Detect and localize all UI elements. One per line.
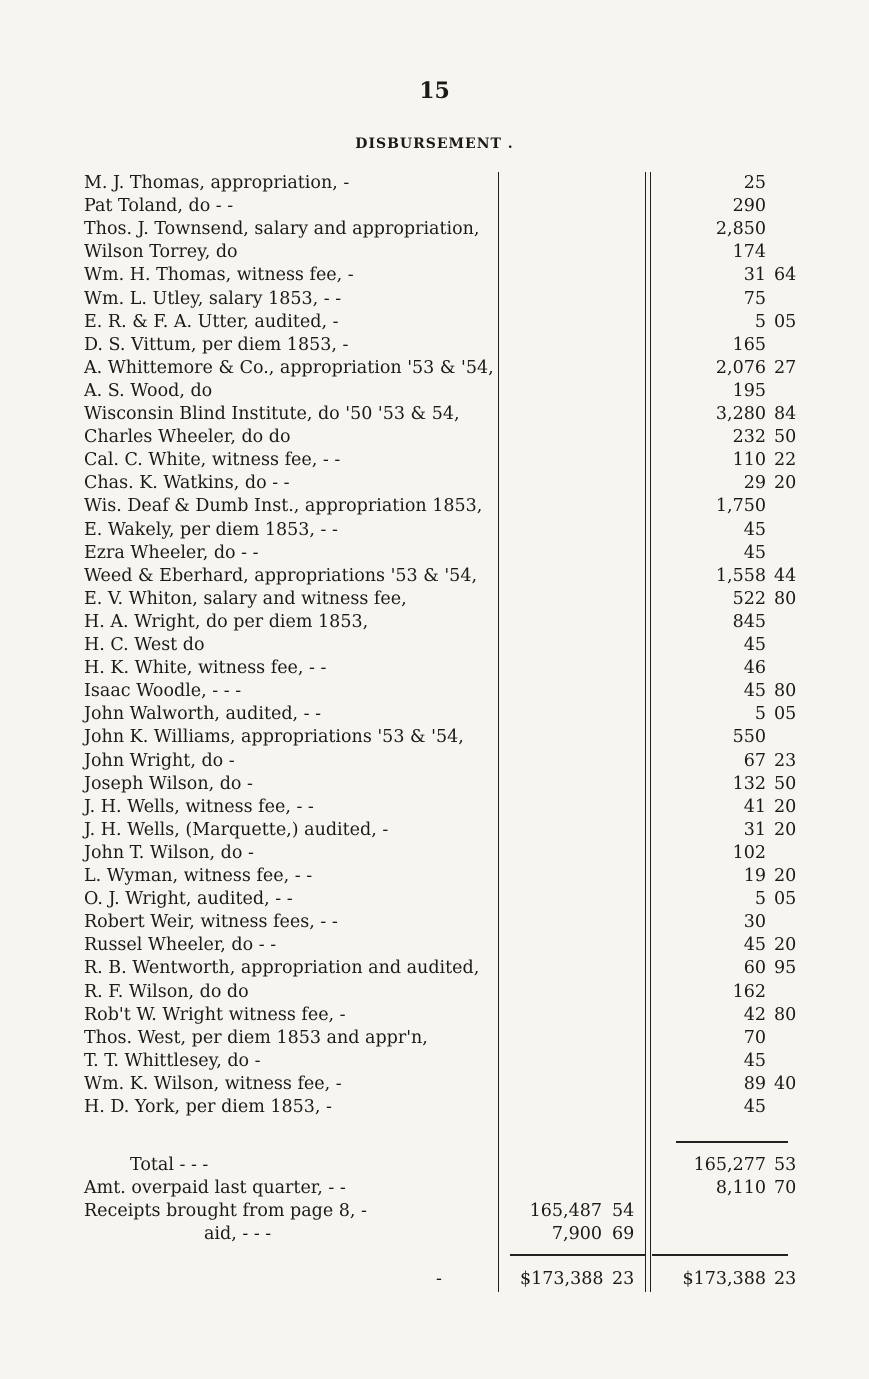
entry-cents: 50 [774, 427, 797, 448]
aid-cents: 69 [612, 1224, 635, 1244]
entry-cents: 80 [774, 1004, 797, 1025]
entry-row [0, 588, 869, 611]
entry-name: Rob't W. Wright witness fee, - [84, 1004, 346, 1025]
entry-dollars: 75 [743, 288, 766, 309]
entry-dollars: 46 [743, 658, 766, 679]
entry-cents: 20 [774, 819, 797, 840]
entry-row [0, 311, 869, 334]
entry-dollars: 3,280 [715, 404, 766, 424]
entry-row [0, 426, 869, 449]
entry-row [0, 1073, 869, 1096]
entry-dollars: 60 [743, 958, 766, 979]
entry-dollars: 845 [732, 611, 766, 632]
entry-dollars: 1,750 [715, 496, 766, 517]
entry-name: Wisconsin Blind Institute, do '50 '53 & 54, [84, 404, 460, 424]
entry-row [0, 218, 869, 241]
grand-rule-left [510, 1254, 645, 1256]
entry-dollars: 67 [743, 750, 766, 771]
entry-dollars: 162 [732, 981, 766, 1002]
entry-row [0, 334, 869, 357]
entry-name: Thos. West, per diem 1853 and appr'n, [84, 1027, 428, 1048]
entry-row [0, 911, 869, 934]
entry-row [0, 1004, 869, 1027]
page-heading: DISBURSEMENT . [355, 136, 514, 152]
entry-cents: 64 [774, 265, 797, 286]
grand-right-dollars: $173,388 [682, 1269, 766, 1289]
page-number: 15 [419, 78, 450, 104]
grand-rule-right [652, 1254, 788, 1256]
total-label: Total - - - [130, 1155, 209, 1175]
entry-row [0, 288, 869, 311]
entry-dollars: 31 [743, 819, 766, 840]
entry-name: Isaac Woodle, - - - [84, 681, 242, 702]
aid-label: aid, - - - [204, 1224, 272, 1244]
entry-cents: 20 [774, 935, 797, 956]
entry-name: Weed & Eberhard, appropriations '53 & '54, [84, 565, 478, 586]
entry-row [0, 703, 869, 726]
receipts-row [0, 1200, 869, 1223]
entry-row [0, 449, 869, 472]
entry-row [0, 981, 869, 1004]
entry-row [0, 726, 869, 749]
entry-row [0, 472, 869, 495]
entry-dollars: 25 [743, 173, 766, 193]
entry-row [0, 957, 869, 980]
entry-name: John K. Williams, appropriations '53 & '54, [84, 727, 464, 748]
entry-name: A. S. Wood, do [84, 380, 213, 401]
entry-name: R. B. Wentworth, appropriation and audited, [84, 958, 480, 979]
entry-dollars: 195 [732, 380, 766, 401]
receipts-cents: 54 [612, 1201, 635, 1221]
entry-name: Charles Wheeler, do do [84, 427, 291, 448]
entry-cents: 05 [774, 311, 797, 332]
entry-dollars: 1,558 [715, 565, 766, 586]
entry-cents: 95 [774, 958, 797, 979]
entry-dollars: 45 [743, 635, 766, 655]
entry-cents: 20 [774, 473, 797, 494]
entry-cents: 20 [774, 866, 797, 886]
aid-dollars: 7,900 [551, 1224, 602, 1244]
entry-dollars: 165 [732, 334, 766, 355]
entry-row [0, 680, 869, 703]
entry-dollars: 30 [743, 912, 766, 933]
entry-cents: 80 [774, 588, 797, 609]
entry-cents: 22 [774, 450, 797, 471]
entry-name: Wm. K. Wilson, witness fee, - [84, 1073, 342, 1094]
entry-dollars: 132 [732, 773, 766, 794]
overpaid-dollars: 8,110 [715, 1178, 766, 1198]
entry-dollars: 89 [743, 1073, 766, 1094]
total-row [0, 1154, 869, 1177]
entry-row [0, 1050, 869, 1073]
entry-row [0, 888, 869, 911]
entry-name: Chas. K. Watkins, do - - [84, 473, 290, 494]
entry-name: M. J. Thomas, appropriation, - [84, 173, 350, 193]
entry-dollars: 19 [743, 866, 766, 886]
entry-row [0, 357, 869, 380]
entry-row [0, 1096, 869, 1119]
overpaid-label: Amt. overpaid last quarter, - - [84, 1178, 346, 1198]
overpaid-row [0, 1177, 869, 1200]
entry-row [0, 634, 869, 657]
entry-name: Thos. J. Townsend, salary and appropriation, [84, 219, 480, 240]
entry-row [0, 495, 869, 518]
entry-cents: 84 [774, 404, 797, 424]
entry-row [0, 264, 869, 287]
entry-name: John Walworth, audited, - - [84, 704, 322, 725]
entry-row [0, 403, 869, 426]
entry-row [0, 865, 869, 888]
entry-cents: 80 [774, 681, 797, 702]
entry-name: John Wright, do - [84, 750, 235, 771]
entry-row [0, 565, 869, 588]
entry-dollars: 522 [732, 588, 766, 609]
entry-row [0, 172, 869, 195]
entry-cents: 44 [774, 565, 797, 586]
entry-dollars: 45 [743, 519, 766, 540]
entry-name: H. A. Wright, do per diem 1853, [84, 611, 369, 632]
entry-row [0, 819, 869, 842]
entry-name: Wm. L. Utley, salary 1853, - - [84, 288, 342, 309]
entry-name: D. S. Vittum, per diem 1853, - [84, 334, 349, 355]
total-dollars: 165,277 [693, 1155, 766, 1175]
entry-name: Cal. C. White, witness fee, - - [84, 450, 341, 471]
entry-name: Wm. H. Thomas, witness fee, - [84, 265, 354, 286]
total-cents: 53 [774, 1155, 797, 1175]
overpaid-cents: 70 [774, 1178, 797, 1198]
entry-dollars: 232 [732, 427, 766, 448]
entry-row [0, 519, 869, 542]
entry-name: J. H. Wells, witness fee, - - [84, 796, 314, 817]
entry-name: Russel Wheeler, do - - [84, 935, 277, 956]
entry-row [0, 934, 869, 957]
entry-dollars: 110 [732, 450, 766, 471]
entry-name: Joseph Wilson, do - [84, 773, 253, 794]
entry-dollars: 550 [732, 727, 766, 748]
entry-dollars: 174 [732, 242, 766, 263]
entry-dollars: 31 [743, 265, 766, 286]
entry-cents: 50 [774, 773, 797, 794]
grand-total-dash: - [436, 1269, 442, 1289]
entry-dollars: 41 [743, 796, 766, 817]
entry-name: R. F. Wilson, do do [84, 981, 249, 1002]
entry-name: Wilson Torrey, do [84, 242, 238, 263]
entry-row [0, 1027, 869, 1050]
entry-row [0, 773, 869, 796]
entry-dollars: 5 [754, 311, 766, 332]
entry-name: E. Wakely, per diem 1853, - - [84, 519, 338, 540]
entry-row [0, 542, 869, 565]
entry-row [0, 657, 869, 680]
entry-dollars: 45 [743, 681, 766, 702]
entry-name: John T. Wilson, do - [84, 842, 254, 863]
entry-dollars: 29 [743, 473, 766, 494]
entry-dollars: 70 [743, 1027, 766, 1048]
receipts-label: Receipts brought from page 8, - [84, 1201, 367, 1221]
entry-cents: 40 [774, 1073, 797, 1094]
entry-dollars: 45 [743, 1097, 766, 1117]
grand-total-row [0, 1268, 869, 1291]
entry-cents: 23 [774, 750, 797, 771]
entry-dollars: 2,850 [715, 219, 766, 240]
entry-dollars: 290 [732, 196, 766, 217]
entry-row [0, 380, 869, 403]
aid-row [0, 1223, 869, 1246]
entry-cents: 27 [774, 357, 797, 378]
entry-name: J. H. Wells, (Marquette,) audited, - [84, 819, 389, 840]
entry-dollars: 5 [754, 704, 766, 725]
entry-row [0, 796, 869, 819]
entry-row [0, 750, 869, 773]
total-rule [676, 1141, 788, 1143]
entry-name: H. C. West do [84, 635, 205, 655]
entry-dollars: 42 [743, 1004, 766, 1025]
entry-cents: 20 [774, 796, 797, 817]
grand-left-dollars: $173,388 [520, 1269, 604, 1289]
entry-name: A. Whittemore & Co., appropriation '53 & '54, [84, 357, 494, 378]
entry-name: H. D. York, per diem 1853, - [84, 1097, 332, 1117]
receipts-dollars: 165,487 [529, 1201, 602, 1221]
entry-name: Wis. Deaf & Dumb Inst., appropriation 1853, [84, 496, 483, 517]
entry-name: E. R. & F. A. Utter, audited, - [84, 311, 339, 332]
entry-row [0, 195, 869, 218]
entry-name: T. T. Whittlesey, do - [84, 1050, 261, 1071]
grand-left-cents: 23 [612, 1269, 635, 1289]
entry-name: L. Wyman, witness fee, - - [84, 866, 313, 886]
entry-row [0, 241, 869, 264]
entry-name: Pat Toland, do - - [84, 196, 234, 217]
entry-cents: 05 [774, 704, 797, 725]
entry-dollars: 45 [743, 542, 766, 563]
entry-name: Robert Weir, witness fees, - - [84, 912, 338, 933]
grand-right-cents: 23 [774, 1269, 797, 1289]
entry-dollars: 45 [743, 1050, 766, 1071]
entry-row [0, 842, 869, 865]
entry-dollars: 5 [754, 889, 766, 910]
entry-dollars: 45 [743, 935, 766, 956]
entry-name: E. V. Whiton, salary and witness fee, [84, 588, 407, 609]
entry-name: Ezra Wheeler, do - - [84, 542, 259, 563]
entry-cents: 05 [774, 889, 797, 910]
entry-row [0, 611, 869, 634]
entry-dollars: 102 [732, 842, 766, 863]
entry-name: O. J. Wright, audited, - - [84, 889, 293, 910]
entry-dollars: 2,076 [715, 357, 766, 378]
entry-name: H. K. White, witness fee, - - [84, 658, 327, 679]
